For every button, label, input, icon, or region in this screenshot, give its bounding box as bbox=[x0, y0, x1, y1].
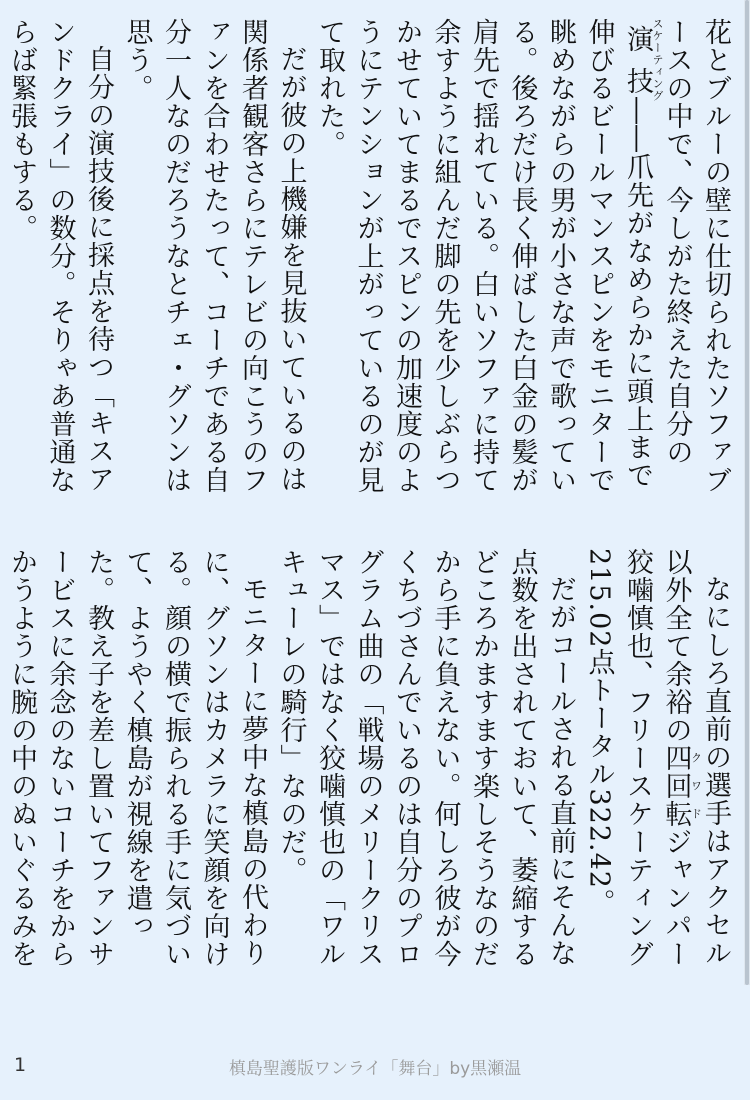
paragraph bbox=[579, 548, 734, 988]
footer-title: 槙島聖護版ワンライ「舞台」by黒瀬温 bbox=[228, 1059, 522, 1079]
paragraph: 自分の演技後に採点を待つ「キスアンドクライ」の数分。そりゃあ普通ならば緊張もする。 bbox=[6, 18, 114, 494]
ruby-base: 演技 bbox=[622, 18, 653, 102]
text-tier-lower bbox=[6, 548, 734, 988]
text-run: なにしろ直前の選手はアクセル以外全て余裕の bbox=[660, 548, 731, 967]
page-footer bbox=[0, 1052, 750, 1082]
paragraph: だが彼の上機嫌を見抜いているのは関係者観客さらにテレビの向こうのファンを合わせたって、コーチである自分一人なのだろうなとチェ・グソンは思う。 bbox=[121, 18, 307, 494]
text-run: ジャンパー狡噛慎也、フリースケーティング215.02点トータル322.42。 bbox=[583, 548, 692, 968]
scrollbar-thumb[interactable] bbox=[745, 0, 749, 985]
paragraph bbox=[310, 18, 735, 513]
text-run: 花とブルーの壁に仕切られたソファブースの中で、今しがた終えた自分の bbox=[661, 18, 731, 494]
ruby-annotation bbox=[622, 18, 664, 102]
ruby-base: 四回転 bbox=[660, 744, 692, 828]
ruby-text: スケーティング bbox=[651, 18, 664, 102]
ruby-text: クワド bbox=[689, 744, 703, 828]
text-run: ――爪先がなめらかに頭上まで伸びるビールマンスピンをモニターで眺めながらの男が小さな声で歌っている。後ろだけ長く伸ばした白金の髪が肩先で揺れている。白いソファに持て余すように組んだ脚の先を少しぶらつかせていてまるでスピンの加速度のようにテンションが上がっているのが見て取れた。 bbox=[314, 18, 653, 494]
scrollbar[interactable] bbox=[744, 0, 750, 985]
page-number: 1 bbox=[14, 1054, 27, 1076]
paragraph: モニターに夢中な槙島の代わりに、グソンはカメラに笑顔を向ける。顔の横で振られる手に気づいて、ようやく槙島が視線を遣った。教え子を差し置いてファンサービスに余念のないコーチをからかうように腕の中のぬいぐるみを bbox=[6, 548, 268, 968]
ruby-annotation bbox=[660, 744, 703, 828]
paragraph: だがコールされる直前にそんな点数を出されておいて、萎縮するどころかますます楽しそうなのだから手に負えない。何しろ彼が今くちづさんでいるのは自分のプログラム曲の「戦場のメリークリスマス」ではなく狡噛慎也の「ワルキューレの騎行」なのだ。 bbox=[275, 548, 576, 968]
text-tier-upper bbox=[6, 18, 734, 513]
